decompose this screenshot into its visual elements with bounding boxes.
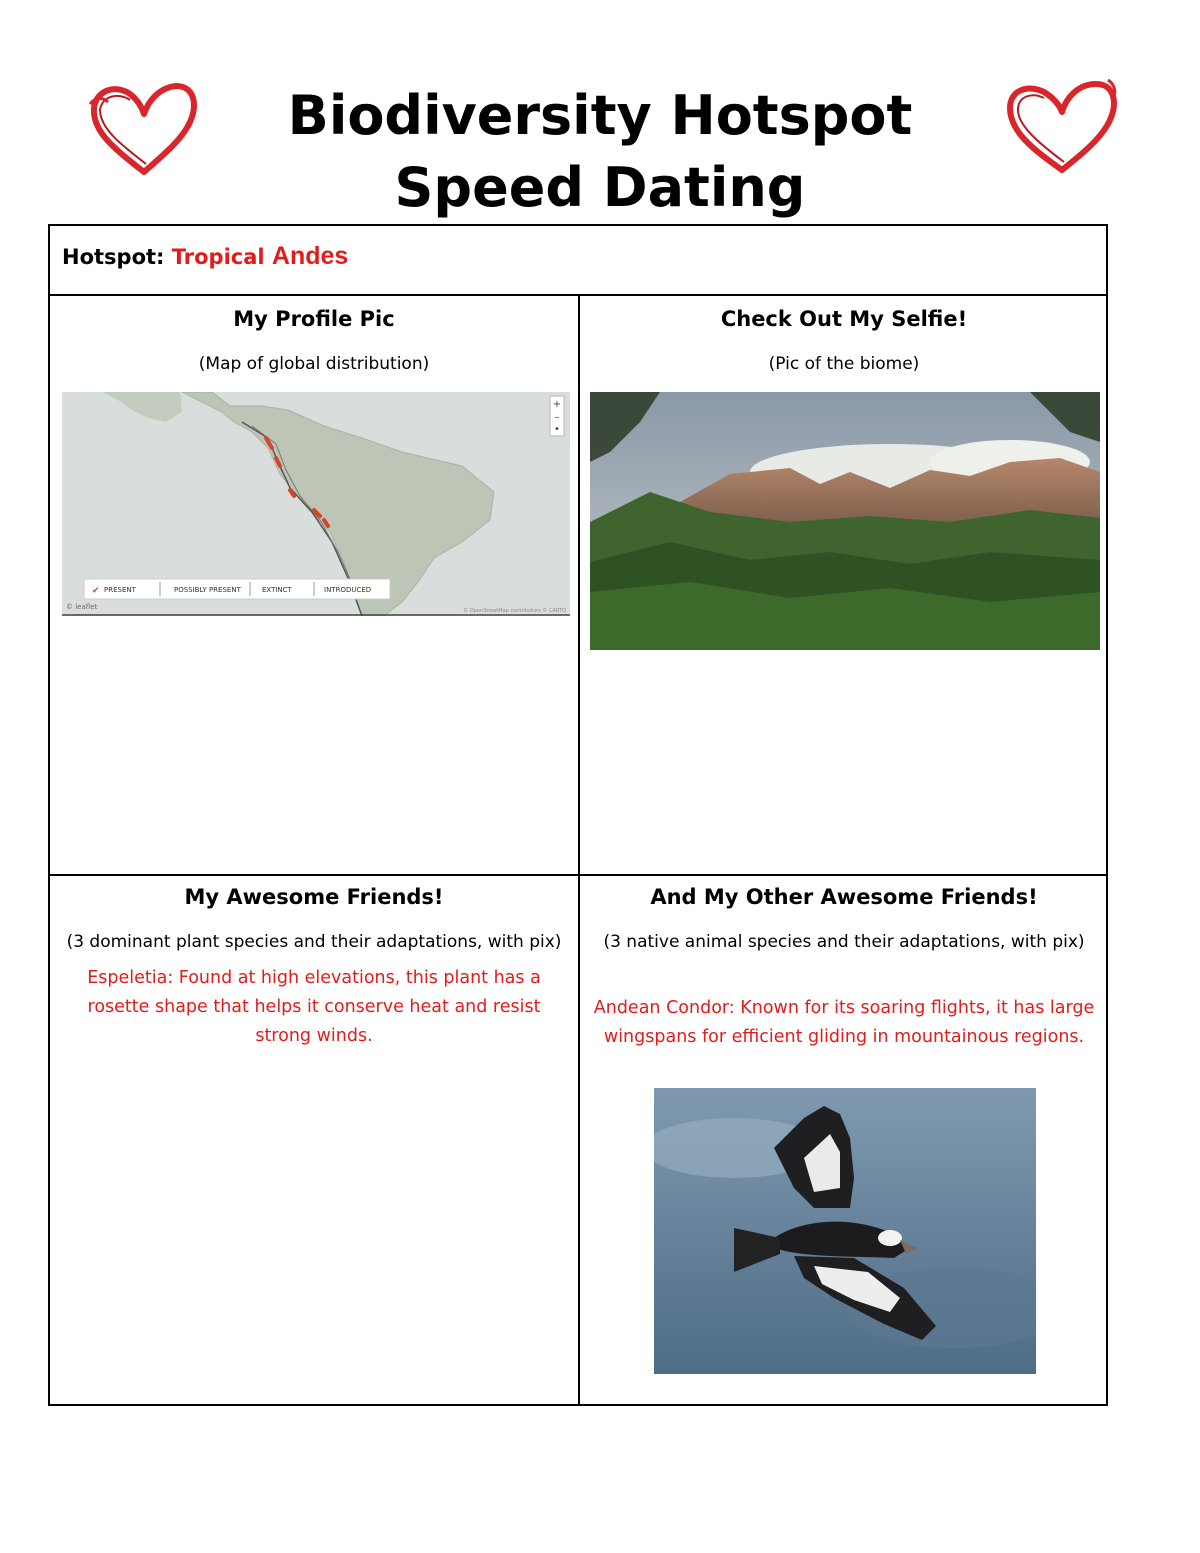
hotspot-row xyxy=(50,226,1106,296)
plant-entry-espeletia: Espeletia: Found at high elevations, this plant has a rosette shape that helps it conserve heat and resist strong winds. xyxy=(87,968,541,1046)
other-friends-subtitle: (3 native animal species and their adaptations, with pix) xyxy=(603,932,1085,952)
distribution-map xyxy=(62,392,570,616)
awesome-friends-heading: My Awesome Friends! xyxy=(184,885,444,909)
page-title xyxy=(0,80,1200,224)
other-friends-heading: And My Other Awesome Friends! xyxy=(650,885,1038,909)
legend-check-icon: ✔ xyxy=(92,586,100,596)
title-line-1: Biodiversity Hotspot xyxy=(287,84,913,147)
profile-pic-cell xyxy=(50,298,578,376)
selfie-heading: Check Out My Selfie! xyxy=(720,307,968,331)
hotspot-value xyxy=(171,242,349,270)
map-footer-left: © leaflet xyxy=(66,603,98,611)
map-reset-button[interactable]: • xyxy=(554,424,560,435)
awesome-friends-cell xyxy=(50,876,578,1051)
legend-introduced[interactable]: INTRODUCED xyxy=(324,586,372,594)
hotspot-field xyxy=(62,242,348,271)
hotspot-label: Hotspot: xyxy=(62,245,172,269)
map-attribution: © OpenStreetMap contributors © CARTO xyxy=(463,608,566,614)
condor-photo xyxy=(654,1088,1036,1374)
biome-photo xyxy=(590,392,1100,650)
animal-entry-condor: Andean Condor: Known for its soaring flights, it has large wingspans for efficient gliding in mountainous regions. xyxy=(593,998,1095,1047)
selfie-cell xyxy=(580,298,1108,376)
selfie-subtitle: (Pic of the biome) xyxy=(768,354,920,374)
map-zoom-in-button[interactable]: + xyxy=(552,399,562,410)
hotspot-value-part1: Tropical xyxy=(171,245,272,269)
title-line-2: Speed Dating xyxy=(394,156,806,219)
worksheet-table xyxy=(48,224,1108,1406)
awesome-friends-subtitle: (3 dominant plant species and their adaptations, with pix) xyxy=(66,932,562,952)
legend-possibly-present[interactable]: POSSIBLY PRESENT xyxy=(174,586,241,594)
profile-pic-heading: My Profile Pic xyxy=(233,307,395,331)
legend-present[interactable]: PRESENT xyxy=(104,586,136,594)
column-divider xyxy=(578,296,580,1406)
legend-extinct[interactable]: EXTINCT xyxy=(262,586,292,594)
map-zoom-out-button[interactable]: – xyxy=(554,412,560,423)
profile-pic-subtitle: (Map of global distribution) xyxy=(198,354,430,374)
hotspot-value-part2: Andes xyxy=(271,242,349,270)
other-friends-cell xyxy=(580,876,1108,1052)
